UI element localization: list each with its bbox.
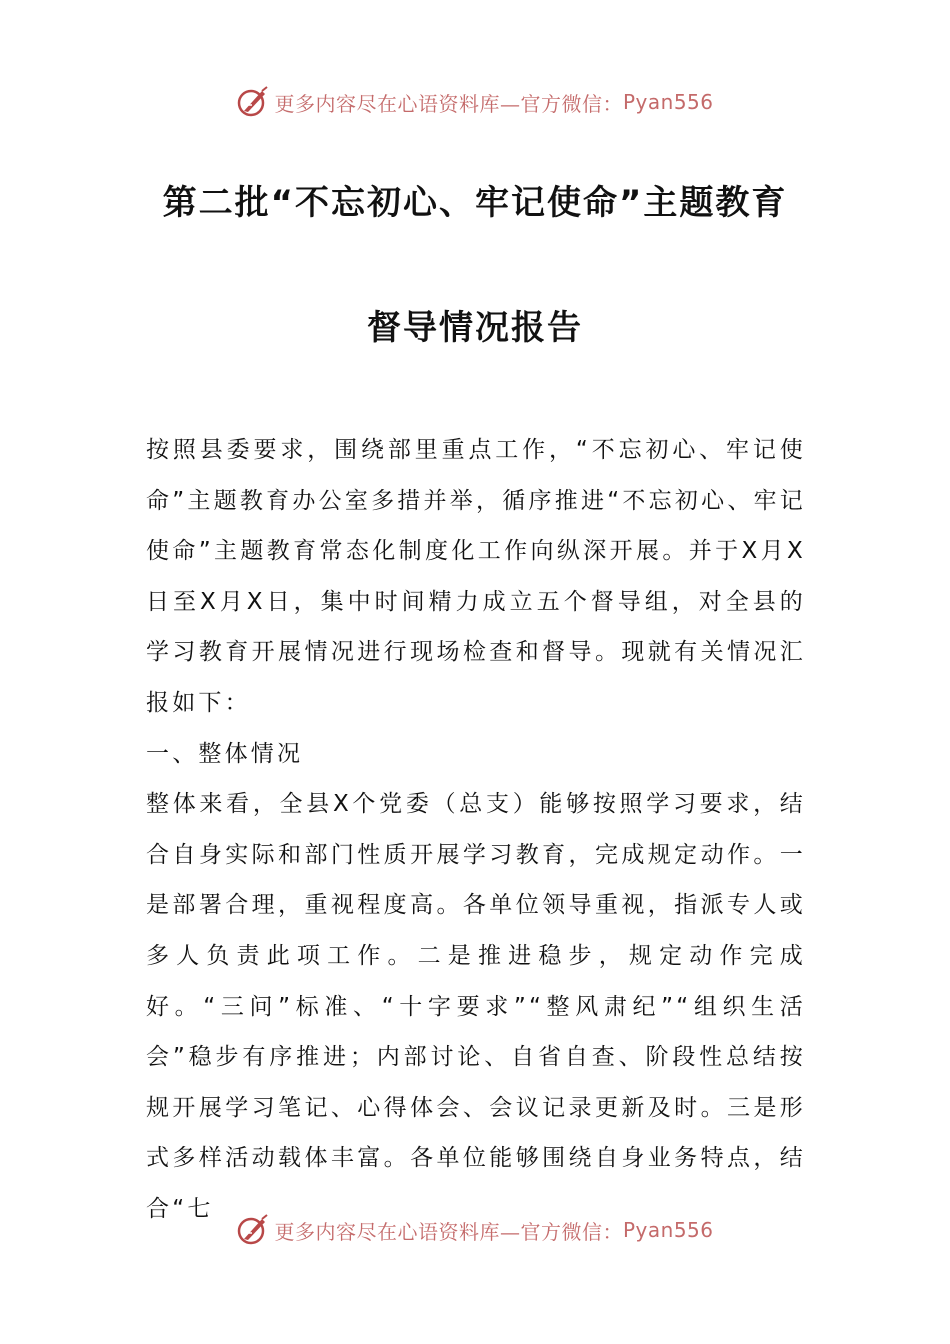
watermark-banner-top <box>0 82 950 122</box>
overview-paragraph: 整体来看，全县X个党委（总支）能够按照学习要求，结合自身实际和部门性质开展学习教育，完成规定动作。一是部署合理，重视程度高。各单位领导重视，指派专人或多人负责此项工作。二是推进稳步，规定动作完成好。“三问”标准、“十字要求”“整风肃纪”“组织生活会”稳步有序推进；内部讨论、自省自查、阶段性总结按规开展学习笔记、心得体会、会议记录更新及时。三是形式多样活动载体丰富。各单位能够围绕自身业务特点，结合“七 <box>146 791 806 1222</box>
watermark-text: 更多内容尽在心语资料库—官方微信： <box>274 1219 623 1244</box>
section-heading: 一、整体情况 <box>146 740 304 767</box>
quill-logo-icon <box>236 85 270 119</box>
watermark-wechat-id: Pyan556 <box>622 1218 714 1242</box>
watermark-text: 更多内容尽在心语资料库—官方微信： <box>274 91 623 116</box>
watermark-wechat-id: Pyan556 <box>622 90 714 114</box>
intro-paragraph: 按照县委要求，围绕部里重点工作，“不忘初心、牢记使命”主题教育办公室多措并举，循序推进“不忘初心、牢记使命”主题教育常态化制度化工作向纵深开展。并于X月X日至X月X日，集中时间精力成立五个督导组，对全县的学习教育开展情况进行现场检查和督导。现就有关情况汇报如下： <box>146 437 806 716</box>
document-body <box>146 425 806 1235</box>
document-title-line1: 第二批“不忘初心、牢记使命”主题教育 <box>162 183 788 223</box>
watermark-banner-bottom <box>0 1210 950 1250</box>
document-title-line2: 督导情况报告 <box>367 308 583 348</box>
quill-logo-icon <box>236 1213 270 1247</box>
